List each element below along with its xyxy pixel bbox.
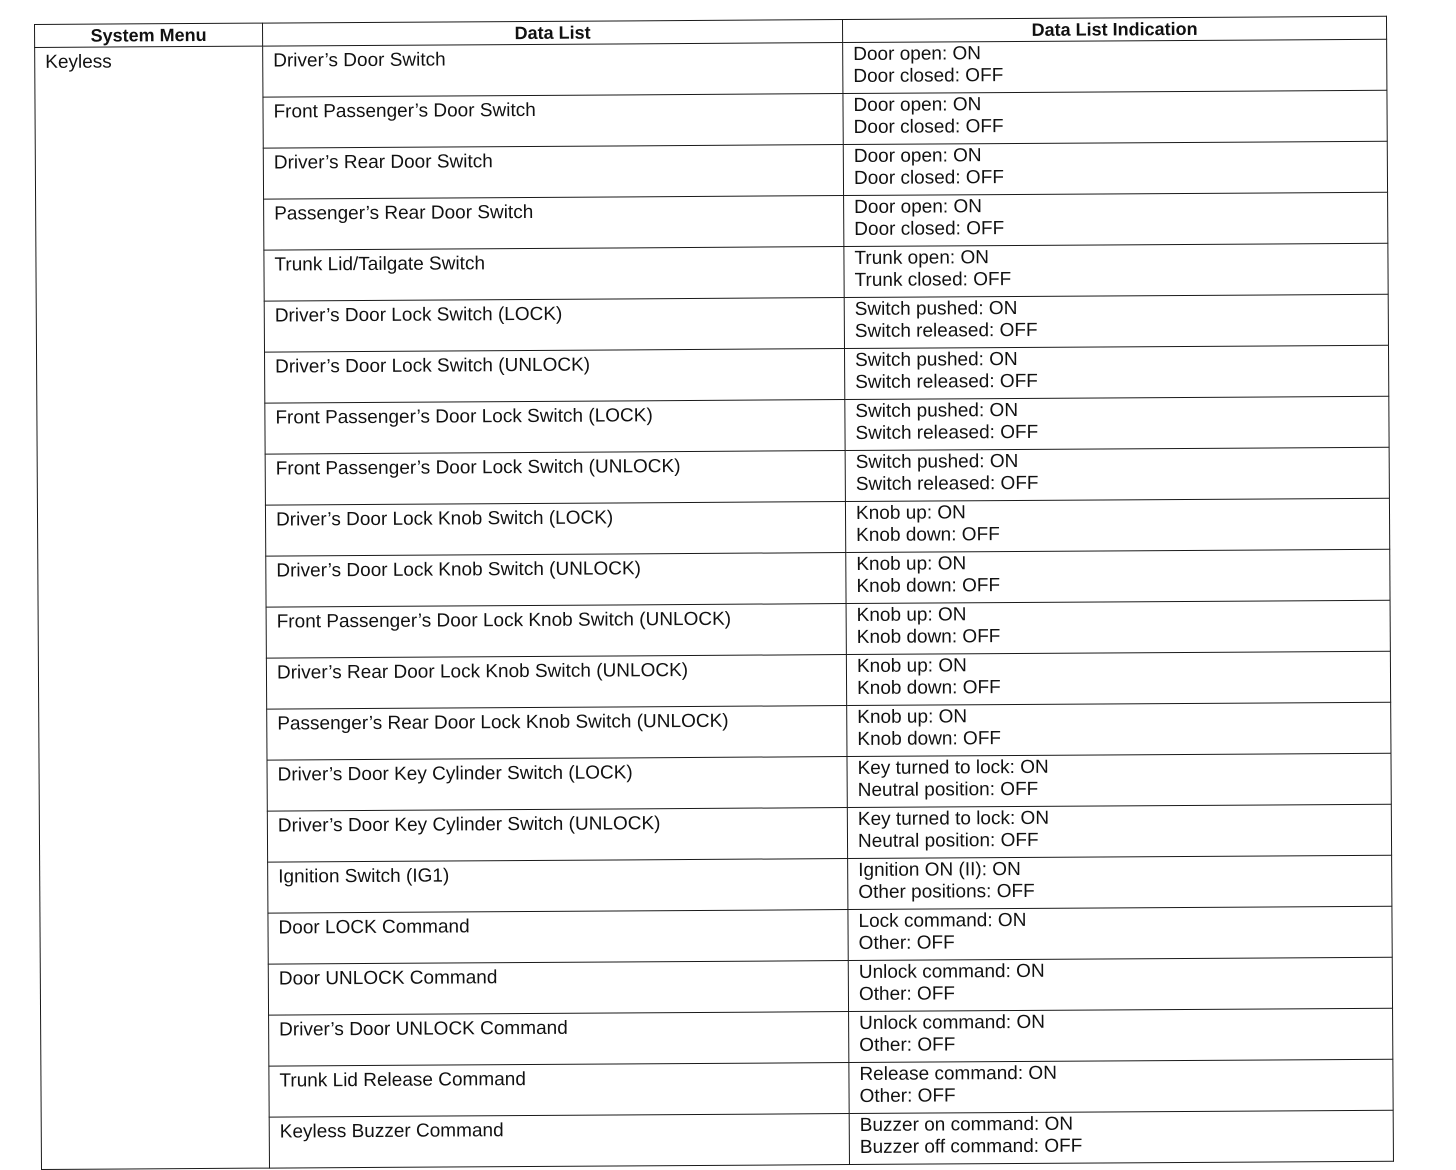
indication-on-text: Door open: ON xyxy=(853,43,982,65)
indication-off-text: Other: OFF xyxy=(858,932,955,954)
indication-on-text: Door open: ON xyxy=(854,196,982,218)
data-list-item: Driver’s Door UNLOCK Command xyxy=(269,1012,849,1067)
indication-off-text: Neutral position: OFF xyxy=(857,778,1039,801)
indication-off-text: Door closed: OFF xyxy=(853,65,1004,87)
data-list-indication xyxy=(848,906,1392,960)
data-list-item: Front Passenger’s Door Lock Switch (LOCK) xyxy=(265,400,845,455)
indication-on-text: Key turned to lock: ON xyxy=(857,756,1049,779)
indication-off-text: Switch released: OFF xyxy=(855,421,1039,444)
indication-on-text: Switch pushed: ON xyxy=(855,399,1019,422)
indication-on-text: Lock command: ON xyxy=(858,909,1027,932)
data-list-item: Driver’s Door Lock Switch (LOCK) xyxy=(264,298,844,353)
data-list-indication xyxy=(848,855,1392,909)
indication-on-text: Switch pushed: ON xyxy=(854,297,1018,320)
data-list-indication xyxy=(844,192,1388,246)
table-row xyxy=(35,39,1387,98)
data-list-item: Driver’s Rear Door Lock Knob Switch (UNLOCK) xyxy=(266,655,846,710)
data-list-item: Door LOCK Command xyxy=(268,910,848,965)
data-list-item: Driver’s Rear Door Switch xyxy=(263,145,843,200)
data-list-item: Trunk Lid/Tailgate Switch xyxy=(264,247,844,302)
indication-off-text: Switch released: OFF xyxy=(855,472,1039,495)
indication-off-text: Knob down: OFF xyxy=(857,677,1001,699)
indication-on-text: Unlock command: ON xyxy=(859,1011,1046,1034)
header-data-list-indication: Data List Indication xyxy=(842,16,1386,42)
indication-off-text: Door closed: OFF xyxy=(853,116,1004,138)
indication-on-text: Knob up: ON xyxy=(856,604,967,626)
indication-off-text: Other: OFF xyxy=(859,1085,956,1107)
data-list-item: Driver’s Door Key Cylinder Switch (LOCK) xyxy=(267,757,847,812)
data-list-item: Keyless Buzzer Command xyxy=(269,1114,849,1169)
indication-off-text: Knob down: OFF xyxy=(856,524,1000,546)
indication-off-text: Switch released: OFF xyxy=(854,319,1038,342)
indication-off-text: Buzzer off command: OFF xyxy=(859,1135,1083,1158)
header-data-list: Data List xyxy=(262,20,842,47)
indication-on-text: Knob up: ON xyxy=(857,706,968,728)
data-list-table xyxy=(34,16,1394,1170)
data-list-indication xyxy=(849,1008,1393,1062)
indication-on-text: Unlock command: ON xyxy=(858,960,1045,983)
indication-on-text: Key turned to lock: ON xyxy=(857,807,1050,830)
indication-off-text: Neutral position: OFF xyxy=(857,829,1039,852)
data-list-indication xyxy=(847,753,1391,807)
data-list-item: Driver’s Door Lock Knob Switch (UNLOCK) xyxy=(266,553,846,608)
data-list-item: Trunk Lid Release Command xyxy=(269,1063,849,1118)
indication-off-text: Other: OFF xyxy=(859,1034,956,1056)
indication-on-text: Knob up: ON xyxy=(856,655,967,677)
indication-on-text: Door open: ON xyxy=(853,94,982,116)
data-list-item: Front Passenger’s Door Switch xyxy=(263,94,843,149)
data-list-indication xyxy=(849,1110,1393,1164)
data-list-indication xyxy=(847,804,1391,858)
indication-off-text: Switch released: OFF xyxy=(855,370,1038,393)
indication-on-text: Switch pushed: ON xyxy=(855,450,1019,473)
data-list-item: Passenger’s Rear Door Switch xyxy=(264,196,844,251)
indication-off-text: Other positions: OFF xyxy=(858,880,1035,903)
indication-off-text: Knob down: OFF xyxy=(856,626,1001,648)
data-list-indication xyxy=(845,447,1389,501)
data-list-indication xyxy=(846,549,1390,603)
data-list-indication xyxy=(844,243,1388,297)
data-list-item: Ignition Switch (IG1) xyxy=(268,859,848,914)
document-page xyxy=(34,16,1401,1158)
data-list-indication xyxy=(843,39,1387,93)
data-list-indication xyxy=(843,90,1387,144)
indication-off-text: Other: OFF xyxy=(858,983,956,1005)
data-list-indication xyxy=(849,1059,1393,1113)
data-list-indication xyxy=(845,498,1389,552)
data-list-item: Passenger’s Rear Door Lock Knob Switch (UNLOCK) xyxy=(267,706,847,761)
data-list-indication xyxy=(844,345,1388,399)
system-menu-cell: Keyless xyxy=(35,46,270,1169)
data-list-item: Driver’s Door Lock Switch (UNLOCK) xyxy=(265,349,845,404)
indication-off-text: Door closed: OFF xyxy=(853,167,1004,189)
data-list-indication xyxy=(843,141,1387,195)
data-list-item: Door UNLOCK Command xyxy=(268,961,848,1016)
data-list-item: Front Passenger’s Door Lock Knob Switch (UNLOCK) xyxy=(266,604,846,659)
indication-on-text: Knob up: ON xyxy=(855,502,966,524)
data-list-indication xyxy=(844,294,1388,348)
indication-off-text: Knob down: OFF xyxy=(857,728,1002,750)
data-list-item: Driver’s Door Switch xyxy=(263,43,843,98)
data-list-item: Front Passenger’s Door Lock Switch (UNLOCK) xyxy=(265,451,845,506)
data-list-indication xyxy=(846,651,1390,705)
indication-on-text: Switch pushed: ON xyxy=(855,348,1018,371)
header-system-menu: System Menu xyxy=(35,23,263,47)
data-list-indication xyxy=(846,600,1390,654)
data-list-indication xyxy=(847,702,1391,756)
indication-off-text: Door closed: OFF xyxy=(854,218,1005,240)
data-list-item: Driver’s Door Lock Knob Switch (LOCK) xyxy=(265,502,845,557)
data-list-indication xyxy=(848,957,1392,1011)
indication-on-text: Trunk open: ON xyxy=(854,247,989,269)
data-list-indication xyxy=(845,396,1389,450)
indication-off-text: Knob down: OFF xyxy=(856,575,1001,597)
indication-off-text: Trunk closed: OFF xyxy=(854,269,1012,291)
indication-on-text: Buzzer on command: ON xyxy=(859,1113,1074,1136)
indication-on-text: Ignition ON (II): ON xyxy=(858,858,1021,881)
indication-on-text: Release command: ON xyxy=(859,1062,1057,1085)
indication-on-text: Knob up: ON xyxy=(856,553,967,575)
table-body xyxy=(35,39,1394,1169)
data-list-item: Driver’s Door Key Cylinder Switch (UNLOCK) xyxy=(267,808,847,863)
indication-on-text: Door open: ON xyxy=(853,145,982,167)
